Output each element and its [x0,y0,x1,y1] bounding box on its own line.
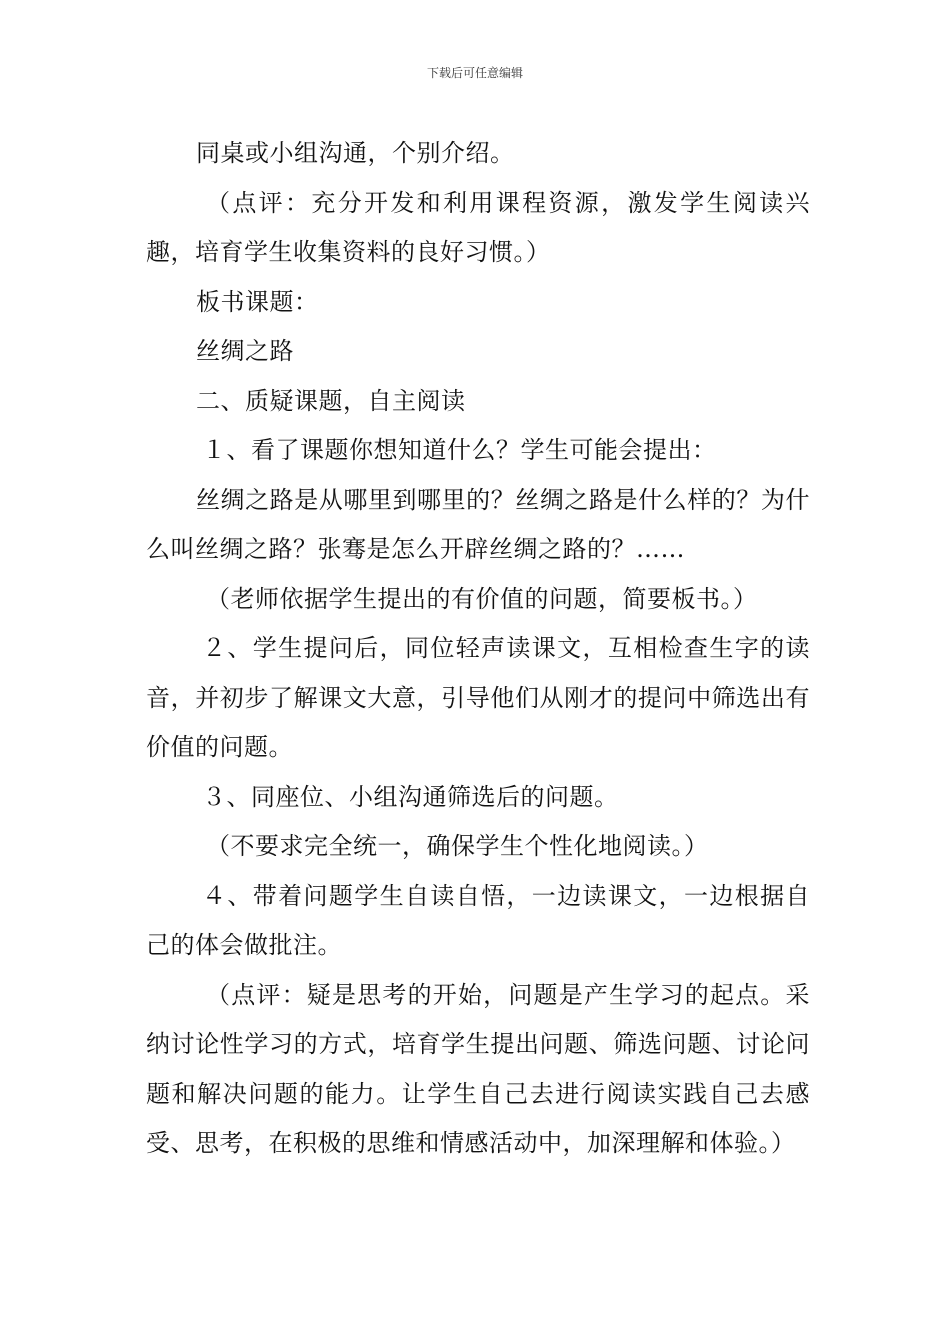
page-header: 下载后可任意编辑 [426,66,523,80]
paragraph-7: 丝绸之路是从哪里到哪里的？丝绸之路是什么样的？为什么叫丝绸之路？张骞是怎么开辟丝绸之路的？…… [146,485,810,563]
paragraph-10: ３、同座位、小组沟通筛选后的问题。 [202,782,619,811]
document-body [146,129,810,1169]
paragraph-12: ４、带着问题学生自读自悟，一边读课文，一边根据自己的体会做批注。 [146,881,810,959]
paragraph-13: （点评：疑是思考的开始，问题是产生学习的起点。采纳讨论性学习的方式，培育学生提出问题、筛选问题、讨论问题和解决问题的能力。让学生自己去进行阅读实践自己去感受、思考，在积极的思维和情感活动中，加深理解和体验。） [146,980,810,1157]
paragraph-5: 二、质疑课题，自主阅读 [196,386,466,415]
paragraph-1: 同桌或小组沟通，个别介绍。 [196,139,515,167]
paragraph-11: （不要求完全统一，确保学生个性化地阅读。） [206,832,709,860]
paragraph-8: （老师依据学生提出的有价值的问题，简要板书。） [206,584,758,613]
paragraph-9: ２、学生提问后，同位轻声读课文，互相检查生字的读音，并初步了解课文大意，引导他们从刚才的提问中筛选出有价值的问题。 [146,634,810,761]
paragraph-3: 板书课题： [196,287,319,316]
paragraph-6: １、看了课题你想知道什么？学生可能会提出： [202,436,717,464]
paragraph-4: 丝绸之路 [196,337,294,365]
paragraph-2: （点评：充分开发和利用课程资源，激发学生阅读兴趣，培育学生收集资料的良好习惯。） [146,188,810,266]
